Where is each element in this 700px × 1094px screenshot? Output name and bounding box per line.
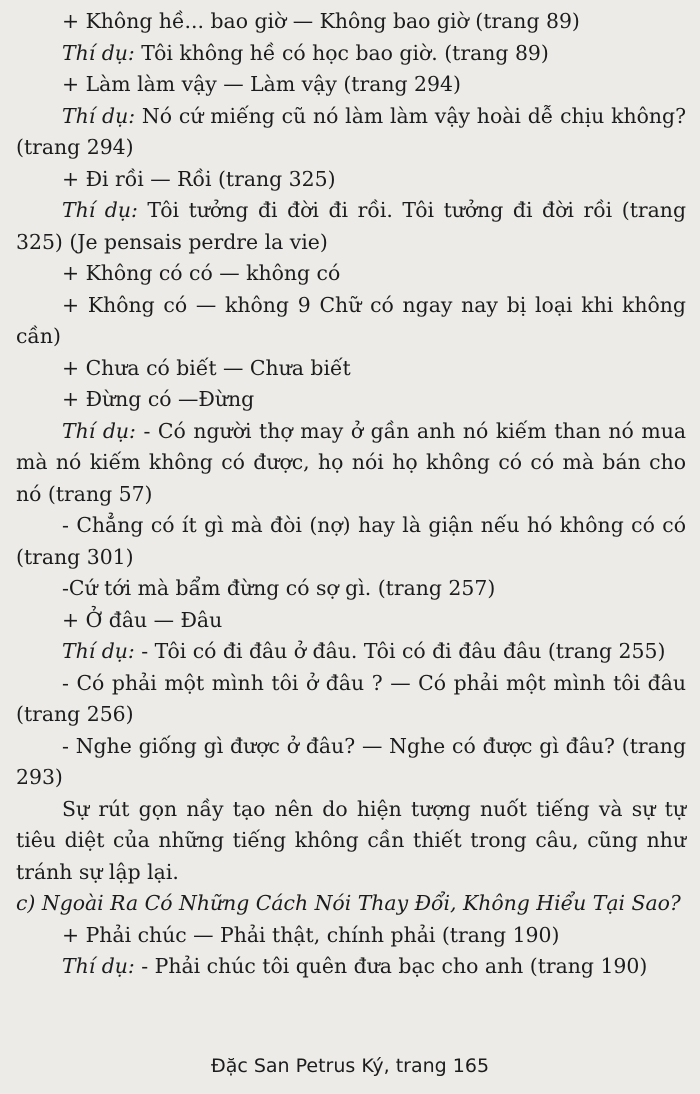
example-label: Thí dụ: (62, 639, 135, 663)
paragraph: + Chưa có biết — Chưa biết (62, 355, 351, 380)
paragraph: + Ở đâu — Đâu (62, 607, 223, 632)
example-paragraph: Thí dụ: - Tôi có đi đâu ở đâu. Tôi có đi đâu đâu (trang 255) (62, 639, 666, 663)
paragraph: + Đi rồi — Rồi (trang 325) (62, 166, 336, 191)
paragraph: - Chẳng có ít gì mà đòi (nợ) hay là giận nếu hó không có có (trang 301) (16, 513, 686, 569)
paragraph: + Không hề... bao giờ — Không bao giờ (trang 89) (62, 9, 580, 33)
paragraph: + Không có có — không có (62, 261, 341, 285)
page-footer: Đặc San Petrus Ký, trang 165 (210, 1055, 490, 1077)
paragraph: + Phải chúc — Phải thật, chính phải (trang 190) (62, 922, 560, 947)
example-label: Thí dụ: (62, 418, 136, 443)
paragraph: - Có phải một mình tôi ở đâu ? — Có phải một mình tôi đâu (trang 256) (16, 670, 686, 726)
example-label: Thí dụ: (62, 954, 135, 978)
example-paragraph: Thí dụ: Nó cứ miếng cũ nó làm làm vậy hoài dễ chịu không? (trang 294) (16, 103, 686, 159)
example-paragraph: Thí dụ: Tôi tưởng đi đời đi rồi. Tôi tưởng đi đời rồi (trang 325) (Je pensais perdre la vie) (16, 198, 686, 254)
paragraph: + Không có — không 9 Chữ có ngay nay bị loại khi không cần) (16, 292, 686, 348)
example-paragraph: Thí dụ: Tôi không hề có học bao giờ. (trang 89) (62, 40, 549, 65)
example-label: Thí dụ: (62, 198, 138, 222)
paragraph: + Làm làm vậy — Làm vậy (trang 294) (62, 72, 461, 96)
example-label: Thí dụ: (62, 103, 136, 128)
section-heading: c) Ngoài Ra Có Những Cách Nói Thay Đổi, Không Hiểu Tại Sao? (16, 891, 681, 915)
paragraph: -Cứ tới mà bẩm đừng có sợ gì. (trang 257) (62, 576, 496, 600)
body-text (16, 6, 686, 983)
paragraph: + Đừng có —Đừng (62, 387, 255, 411)
paragraph: Sự rút gọn nầy tạo nên do hiện tượng nuốt tiếng và sự tự tiêu diệt của những tiếng không cần thiết trong câu, cũng như tránh sự lập lại. (16, 796, 686, 884)
paragraph: - Nghe giống gì được ở đâu? — Nghe có được gì đâu? (trang 293) (16, 733, 686, 789)
example-label: Thí dụ: (62, 40, 135, 65)
example-paragraph: Thí dụ: - Phải chúc tôi quên đưa bạc cho anh (trang 190) (62, 954, 648, 978)
example-paragraph: Thí dụ: - Có người thợ may ở gần anh nó kiếm than nó mua mà nó kiếm không có được, họ nói họ không có có mà bán cho nó (trang 57) (16, 418, 687, 506)
